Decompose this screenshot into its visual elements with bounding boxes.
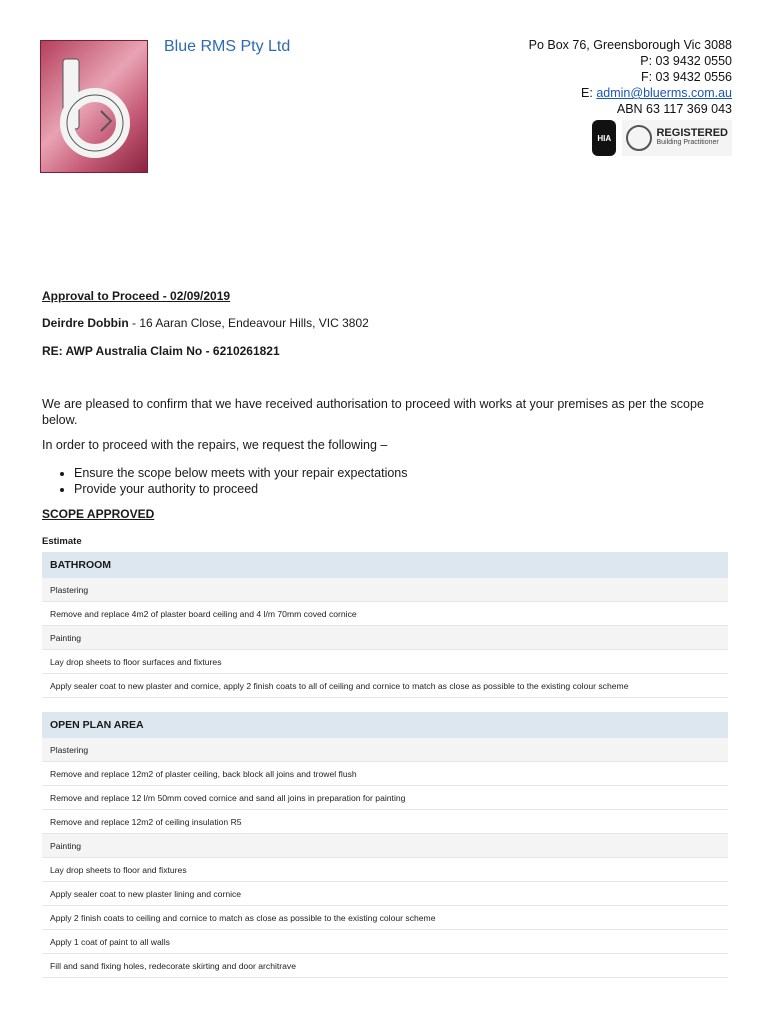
- estimate-label: Estimate: [42, 536, 82, 547]
- registered-badge: [622, 120, 732, 156]
- section-heading: OPEN PLAN AREA: [42, 712, 728, 738]
- logo-b-icon: [41, 41, 147, 172]
- table-row: Apply 1 coat of paint to all walls: [42, 930, 728, 954]
- section-bathroom: [42, 552, 728, 698]
- client-line: [42, 316, 369, 330]
- request-list: [58, 465, 408, 497]
- list-item: • Ensure the scope below meets with your repair expectations: [74, 465, 408, 481]
- request-paragraph: In order to proceed with the repairs, we request the following –: [42, 438, 388, 452]
- company-name: Blue RMS Pty Ltd: [164, 38, 291, 55]
- table-row: Lay drop sheets to floor and fixtures: [42, 858, 728, 882]
- email-prefix: E:: [581, 86, 597, 100]
- list-item: • Provide your authority to proceed: [74, 481, 408, 497]
- hia-badge-label: HIA: [597, 133, 612, 143]
- table-row: Remove and replace 12m2 of ceiling insulation R5: [42, 810, 728, 834]
- contact-fax: F: 03 9432 0556: [640, 70, 732, 84]
- scope-title: SCOPE APPROVED: [42, 507, 155, 521]
- contact-address: Po Box 76, Greensborough Vic 3088: [528, 38, 732, 52]
- table-row: Apply sealer coat to new plaster and cornice, apply 2 finish coats to all of ceiling and cornice to match as close as possible to the existing colour scheme: [42, 674, 728, 698]
- accreditation-badges: [592, 118, 732, 158]
- contact-phone: P: 03 9432 0550: [640, 54, 732, 68]
- email-link[interactable]: admin@bluerms.com.au: [596, 86, 732, 100]
- table-row: Lay drop sheets to floor surfaces and fixtures: [42, 650, 728, 674]
- table-row: Plastering: [42, 738, 728, 762]
- section-open-plan-area: [42, 712, 728, 978]
- contact-abn: ABN 63 117 369 043: [616, 102, 732, 116]
- section-heading: BATHROOM: [42, 552, 728, 578]
- contact-email-line: [529, 85, 732, 101]
- table-row: Painting: [42, 834, 728, 858]
- table-row: Remove and replace 4m2 of plaster board ceiling and 4 l/m 70mm coved cornice: [42, 602, 728, 626]
- table-row: Painting: [42, 626, 728, 650]
- intro-paragraph: We are pleased to confirm that we have received authorisation to proceed with works at your premises as per the scope below.: [42, 397, 704, 427]
- claim-reference: RE: AWP Australia Claim No - 6210261821: [42, 344, 280, 358]
- contact-block: [529, 37, 732, 117]
- client-address: - 16 Aaran Close, Endeavour Hills, VIC 3802: [128, 316, 369, 330]
- client-name: Deirdre Dobbin: [42, 316, 129, 330]
- hia-badge: [592, 120, 616, 156]
- seal-icon: [626, 125, 652, 151]
- table-row: Fill and sand fixing holes, redecorate skirting and door architrave: [42, 954, 728, 978]
- table-row: Remove and replace 12m2 of plaster ceiling, back block all joins and trowel flush: [42, 762, 728, 786]
- table-row: Apply sealer coat to new plaster lining and cornice: [42, 882, 728, 906]
- registered-sub-label: Building Practitioner: [656, 139, 719, 146]
- table-row: Remove and replace 12 l/m 50mm coved cornice and sand all joins in preparation for painting: [42, 786, 728, 810]
- registered-label: REGISTERED: [656, 127, 728, 139]
- table-row: Plastering: [42, 578, 728, 602]
- company-logo: [40, 40, 148, 173]
- table-row: Apply 2 finish coats to ceiling and cornice to match as close as possible to the existing colour scheme: [42, 906, 728, 930]
- approval-heading: Approval to Proceed - 02/09/2019: [42, 289, 231, 303]
